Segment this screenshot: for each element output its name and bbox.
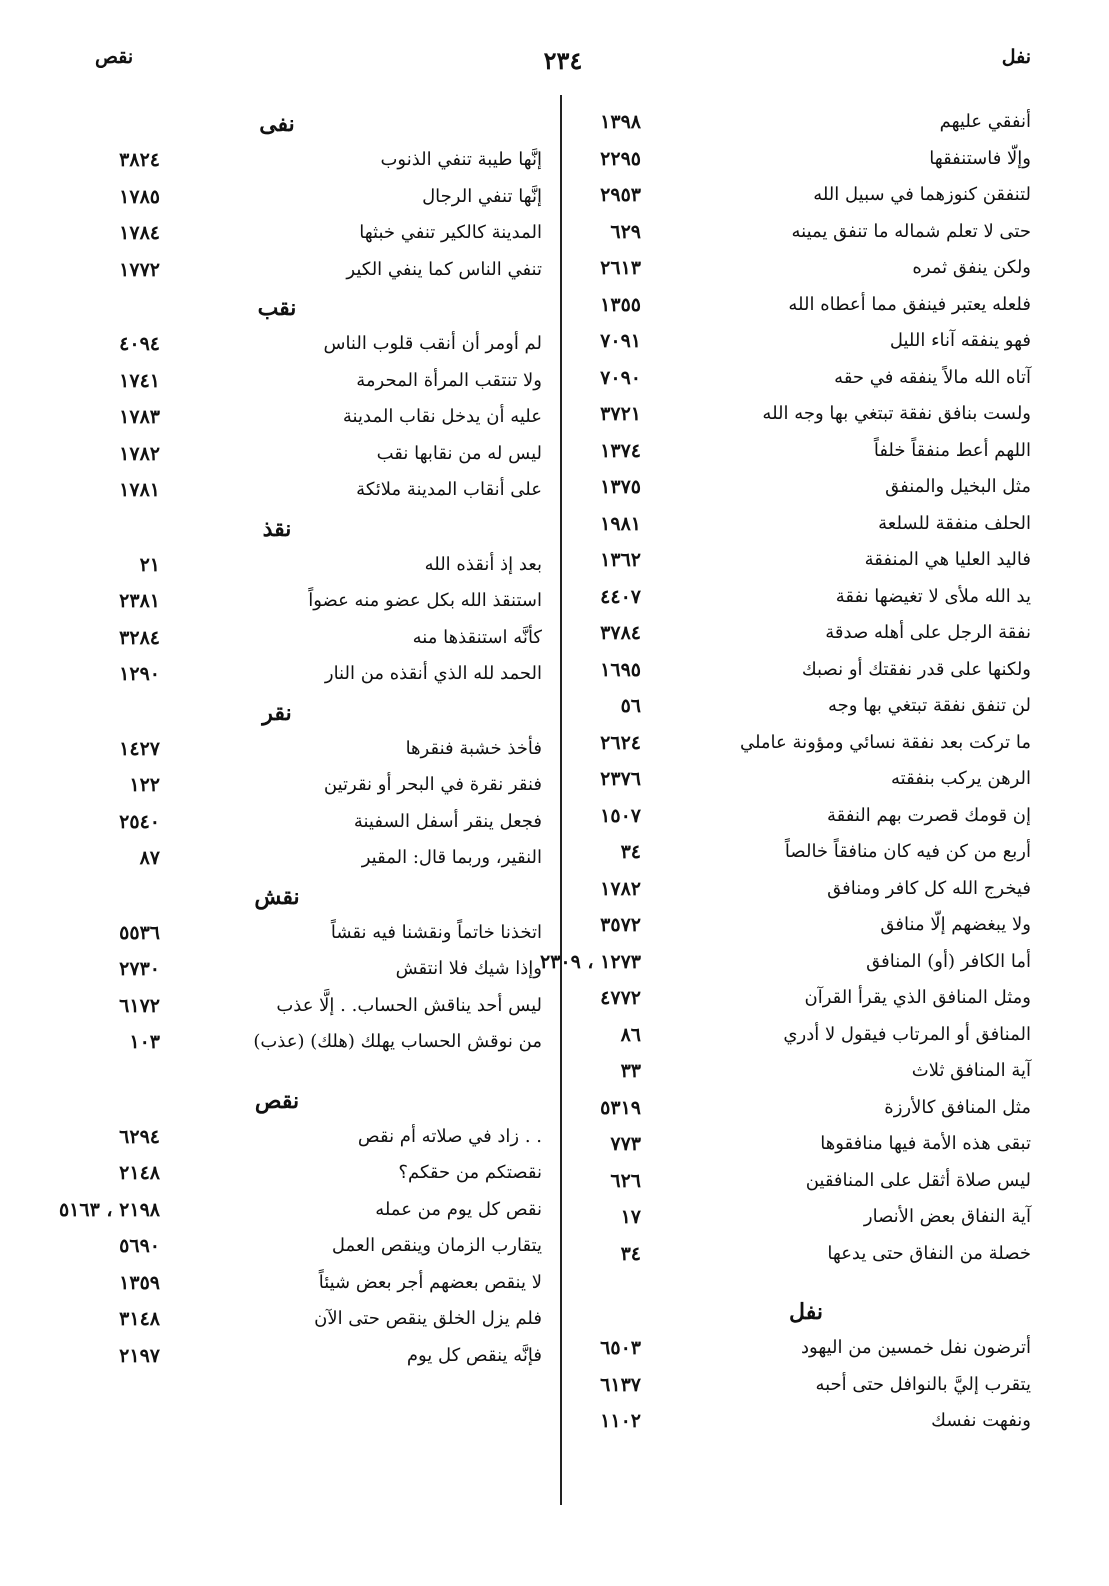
entry-hadith-number: ٤٤٠٧	[600, 585, 641, 608]
index-entry	[539, 945, 1031, 982]
index-entry	[581, 799, 1031, 836]
entry-phrase: ومثل المنافق الذي يقرأ القرآن	[804, 987, 1031, 1008]
index-entry	[92, 216, 542, 253]
index-entry	[92, 1156, 542, 1193]
entry-phrase: أما الكافر (أو) المنافق	[866, 950, 1031, 972]
entry-hadith-number: ٢٧٣٠	[119, 958, 160, 980]
entry-hadith-number: ٢١٩٧	[119, 1344, 160, 1367]
entry-hadith-number: ٦٥٠٣	[600, 1337, 641, 1359]
entry-hadith-number: ٦٢٩٤	[119, 1125, 160, 1148]
index-entry	[581, 507, 1031, 544]
entry-hadith-number: ٦٢٩	[610, 220, 641, 243]
index-entry	[581, 543, 1031, 580]
entry-phrase: ولا يبغضهم إلّا منافق	[880, 914, 1031, 935]
index-entry	[92, 1339, 542, 1376]
entry-phrase: خصلة من النفاق حتى يدعها	[827, 1242, 1031, 1264]
entry-phrase: فنقر نقرة في البحر أو نقرتين	[323, 774, 542, 795]
entry-phrase: ليس له من نقابها نقب	[376, 442, 542, 464]
root-heading	[92, 1082, 542, 1120]
entry-phrase: فاليد العليا هي المنفقة	[864, 549, 1031, 570]
entry-hadith-number: ١٠٣	[129, 1031, 160, 1053]
entry-phrase: اتخذنا خاتماً ونقشنا فيه نقشاً	[330, 921, 542, 943]
entry-phrase: على أنقاب المدينة ملائكة	[356, 479, 542, 500]
entry-phrase: فيخرج الله كل كافر ومنافق	[827, 877, 1031, 899]
entry-hadith-number: ١٧٨٥	[119, 185, 160, 208]
entry-hadith-number: ٢٦١٣	[600, 257, 641, 279]
index-entry	[92, 548, 542, 585]
entry-phrase: ولست بنافق نفقة تبتغي بها وجه الله	[762, 403, 1031, 424]
entry-hadith-number: ٢٥٤٠	[119, 810, 160, 833]
index-entry	[581, 434, 1031, 471]
root-heading-text: نفى	[259, 111, 295, 137]
index-entry	[581, 1368, 1031, 1405]
entry-hadith-number: ٣٥٧٢	[600, 914, 641, 936]
entry-hadith-number: ٢١	[139, 553, 160, 576]
entry-hadith-number: ٥٣١٩	[600, 1096, 641, 1119]
index-entry	[92, 400, 542, 437]
entry-hadith-number: ٧٧٣	[610, 1133, 641, 1155]
entry-hadith-number: ١٥٠٧	[600, 804, 641, 827]
entry-phrase: الحمد لله الذي أنقذه من النار	[324, 663, 542, 684]
entry-phrase: تنفي الناس كما ينفي الكير	[346, 258, 542, 280]
entry-phrase: ليس أحد يناقش الحساب. . إلَّا عذب	[276, 994, 542, 1016]
entry-hadith-number: ١٢٧٣ ، ٢٣٠٩	[539, 950, 641, 973]
index-entry	[581, 361, 1031, 398]
header-right-keyword: نفل	[1001, 46, 1031, 68]
entry-hadith-number: ١٧٨٢	[600, 877, 641, 900]
entry-phrase: يتقارب الزمان وينقص العمل	[331, 1235, 542, 1256]
index-entry	[92, 1025, 542, 1062]
index-entry	[581, 1054, 1031, 1091]
index-entry	[92, 327, 542, 364]
entry-hadith-number: ٥٥٣٦	[119, 921, 160, 944]
entry-hadith-number: ٣١٤٨	[119, 1308, 160, 1330]
column-divider	[560, 95, 562, 1505]
entry-phrase: لن تنفق نفقة تبتغي بها وجه	[827, 695, 1031, 716]
entry-hadith-number: ١٦٩٥	[600, 658, 641, 681]
index-entry	[581, 470, 1031, 507]
entry-hadith-number: ٢٣٨١	[119, 590, 160, 612]
entry-phrase: يتقرب إليَّ بالنوافل حتى أحبه	[815, 1373, 1031, 1395]
entry-hadith-number: ٢١٩٨ ، ٥١٦٣	[58, 1198, 160, 1221]
entry-phrase: آية النفاق بعض الأنصار	[863, 1206, 1031, 1227]
root-heading	[92, 878, 542, 916]
entry-phrase: فأخذ خشبة فنقرها	[405, 737, 542, 759]
index-entry	[92, 180, 542, 217]
page-number: ٢٣٤	[543, 46, 583, 75]
root-heading-text: نقذ	[262, 515, 292, 542]
entry-hadith-number: ٢١٤٨	[119, 1162, 160, 1184]
entry-phrase: وإلّا فاستنفقها	[929, 147, 1031, 169]
page-header	[95, 46, 1031, 86]
entry-hadith-number: ٧٠٩١	[600, 330, 641, 352]
index-entry	[92, 952, 542, 989]
entry-phrase: فهو ينفقه آناء الليل	[889, 330, 1031, 351]
entry-hadith-number: ١٢٩٠	[119, 663, 160, 685]
entry-hadith-number: ١٢٢	[129, 774, 160, 796]
index-entry	[92, 1302, 542, 1339]
entry-hadith-number: ٥٦٩٠	[119, 1235, 160, 1257]
index-entry	[581, 288, 1031, 325]
entry-hadith-number: ٤٠٩٤	[119, 333, 160, 355]
entry-phrase: أنفقي عليهم	[939, 111, 1031, 132]
entry-hadith-number: ٣٤	[620, 841, 641, 863]
entry-hadith-number: ٢٢٩٥	[600, 147, 641, 170]
entry-phrase: ليس صلاة أثقل على المنافقين	[805, 1169, 1031, 1191]
entry-hadith-number: ١٣٥٩	[119, 1271, 160, 1294]
index-entry	[92, 143, 542, 180]
entry-phrase: مثل البخيل والمنفق	[885, 476, 1031, 497]
index-entry	[92, 437, 542, 474]
root-heading	[581, 1293, 1031, 1331]
index-entry	[92, 1120, 542, 1157]
entry-phrase: مثل المنافق كالأرزة	[884, 1096, 1031, 1118]
entry-hadith-number: ١٧	[620, 1206, 641, 1228]
section-spacer	[581, 1273, 1031, 1293]
entry-hadith-number: ١٩٨١	[600, 512, 641, 535]
entry-hadith-number: ١٣٥٥	[600, 293, 641, 316]
entry-hadith-number: ١١٠٢	[600, 1410, 641, 1432]
entry-hadith-number: ٦١٧٢	[119, 994, 160, 1017]
entry-phrase: إنَّها تنفي الرجال	[422, 185, 542, 207]
root-heading	[92, 289, 542, 327]
entry-phrase: المدينة كالكير تنفي خبثها	[359, 222, 542, 243]
entry-phrase: نفقة الرجل على أهله صدقة	[825, 622, 1031, 643]
entry-hadith-number: ١٣٧٥	[600, 476, 641, 498]
index-entry	[92, 621, 542, 658]
index-entry	[581, 689, 1031, 726]
root-heading	[92, 105, 542, 143]
section-spacer	[92, 1062, 542, 1082]
entry-phrase: ما تركت بعد نفقة نسائي ومؤونة عاملي	[739, 731, 1031, 753]
index-entry	[92, 768, 542, 805]
right-column	[539, 105, 1031, 1441]
index-entry	[581, 872, 1031, 909]
entry-phrase: حتى لا تعلم شماله ما تنفق يمينه	[791, 220, 1031, 242]
index-entry	[92, 473, 542, 510]
root-heading-text: نفل	[789, 1299, 823, 1325]
entry-hadith-number: ٣٨٢٤	[119, 149, 160, 171]
index-entry	[581, 105, 1031, 142]
root-heading-text: نقش	[254, 883, 300, 910]
index-entry	[581, 178, 1031, 215]
index-entry	[581, 1237, 1031, 1274]
index-entry	[92, 584, 542, 621]
entry-hadith-number: ١٣٩٨	[600, 111, 641, 133]
entry-phrase: تبقى هذه الأمة فيها منافقوها	[820, 1133, 1031, 1154]
entry-phrase: أترضون نفل خمسين من اليهود	[801, 1337, 1031, 1358]
entry-phrase: من نوقش الحساب يهلك (هلك) (عذب)	[253, 1031, 542, 1052]
entry-phrase: الرهن يركب بنفقته	[891, 768, 1031, 789]
index-entry	[581, 215, 1031, 252]
index-entry	[581, 324, 1031, 361]
entry-hadith-number: ١٣٦٢	[600, 549, 641, 571]
entry-phrase: كأنَّه استنقذها منه	[412, 626, 542, 648]
entry-hadith-number: ٢٣٧٦	[600, 768, 641, 790]
index-entry	[581, 251, 1031, 288]
entry-hadith-number: ١٧٨١	[119, 479, 160, 501]
entry-hadith-number: ١٧٧٢	[119, 258, 160, 281]
index-entry	[92, 805, 542, 842]
entry-hadith-number: ٣٧٨٤	[600, 622, 641, 644]
entry-hadith-number: ٤٧٧٢	[600, 987, 641, 1009]
entry-hadith-number: ٨٦	[620, 1023, 641, 1046]
entry-phrase: فلم يزل الخلق ينقص حتى الآن	[314, 1308, 542, 1329]
index-entry	[581, 397, 1031, 434]
entry-hadith-number: ١٤٢٧	[119, 737, 160, 760]
index-entry	[92, 1229, 542, 1266]
entry-hadith-number: ٣٢٨٤	[119, 626, 160, 649]
index-entry	[581, 1200, 1031, 1237]
entry-phrase: ولكنها على قدر نفقتك أو نصبك	[801, 658, 1031, 680]
entry-phrase: الحلف منفقة للسلعة	[878, 512, 1031, 534]
entry-phrase: إنَّها طيبة تنفي الذنوب	[380, 149, 542, 170]
index-entry	[581, 616, 1031, 653]
index-entry	[581, 981, 1031, 1018]
index-entry	[581, 762, 1031, 799]
entry-hadith-number: ٨٧	[139, 847, 160, 869]
root-heading	[92, 694, 542, 732]
entry-hadith-number: ٦١٣٧	[600, 1373, 641, 1396]
entry-phrase: بعد إذ أنقذه الله	[424, 553, 542, 575]
entry-phrase: وإذا شيك فلا انتقش	[395, 958, 542, 979]
entry-phrase: نقص كل يوم من عمله	[375, 1198, 542, 1220]
entry-phrase: النقير، وربما قال: المقير	[361, 847, 542, 868]
index-entry	[581, 1091, 1031, 1128]
entry-phrase: لتنفقن كنوزهما في سبيل الله	[813, 184, 1031, 205]
index-entry	[581, 1018, 1031, 1055]
index-entry	[92, 364, 542, 401]
index-entry	[581, 835, 1031, 872]
entry-hadith-number: ١٧٤١	[119, 369, 160, 392]
index-entry	[92, 732, 542, 769]
entry-hadith-number: ١٣٧٤	[600, 439, 641, 462]
entry-hadith-number: ٦٢٦	[610, 1169, 641, 1192]
index-entry	[581, 1164, 1031, 1201]
entry-phrase: لم أومر أن أنقب قلوب الناس	[323, 333, 542, 354]
entry-phrase: عليه أن يدخل نقاب المدينة	[342, 406, 542, 427]
entry-phrase: لا ينقص بعضهم أجر بعض شيئاً	[318, 1271, 542, 1293]
entry-phrase: آية المنافق ثلاث	[911, 1060, 1031, 1081]
index-entry	[92, 657, 542, 694]
root-heading-text: نقر	[262, 699, 292, 726]
index-entry	[581, 1331, 1031, 1368]
root-heading	[92, 510, 542, 548]
entry-phrase: اللهم أعط منفقاً خلفاً	[873, 439, 1031, 461]
entry-hadith-number: ١٧٨٢	[119, 442, 160, 465]
entry-phrase: ولكن ينفق ثمره	[912, 257, 1031, 278]
index-entry	[581, 726, 1031, 763]
entry-phrase: ونفهت نفسك	[931, 1410, 1031, 1431]
entry-phrase: يد الله ملأى لا تغيضها نفقة	[835, 585, 1031, 607]
index-entry	[58, 1193, 542, 1230]
root-heading-text: نقص	[254, 1087, 300, 1114]
entry-phrase: المنافق أو المرتاب فيقول لا أدري	[783, 1023, 1031, 1045]
entry-phrase: نقصتكم من حقكم؟	[398, 1162, 542, 1183]
entry-phrase: فجعل ينقر أسفل السفينة	[353, 810, 542, 832]
entry-hadith-number: ١٧٨٣	[119, 406, 160, 428]
index-entry	[581, 1127, 1031, 1164]
index-entry	[92, 916, 542, 953]
index-entry	[92, 989, 542, 1026]
entry-phrase: فإنَّه ينقص كل يوم	[406, 1344, 542, 1366]
entry-phrase: فلعله يعتبر فينفق مما أعطاه الله	[788, 293, 1031, 315]
entry-hadith-number: ٧٠٩٠	[600, 366, 641, 389]
entry-hadith-number: ٥٦	[620, 695, 641, 717]
entry-hadith-number: ٣٧٢١	[600, 403, 641, 425]
entry-hadith-number: ٢٩٥٣	[600, 184, 641, 206]
entry-hadith-number: ٣٤	[620, 1242, 641, 1265]
index-entry	[581, 653, 1031, 690]
entry-phrase: إن قومك قصرت بهم النفقة	[827, 804, 1031, 826]
index-entry	[92, 841, 542, 878]
index-entry	[581, 908, 1031, 945]
index-entry	[581, 1404, 1031, 1441]
entry-phrase: . . زاد في صلاته أم نقص	[357, 1125, 542, 1147]
entry-phrase: آتاه الله مالاً ينفقه في حقه	[834, 366, 1031, 388]
entry-phrase: أربع من كن فيه كان منافقاً خالصاً	[784, 841, 1031, 862]
index-entry	[92, 1266, 542, 1303]
entry-phrase: استنقذ الله بكل عضو منه عضواً	[308, 590, 542, 611]
header-left-keyword: نقص	[95, 46, 134, 68]
root-heading-text: نقب	[257, 295, 297, 321]
entry-phrase: ولا تنتقب المرأة المحرمة	[356, 369, 542, 391]
index-entry	[92, 253, 542, 290]
entry-hadith-number: ٣٣	[620, 1060, 641, 1082]
entry-hadith-number: ٢٦٢٤	[600, 731, 641, 754]
index-entry	[581, 580, 1031, 617]
index-entry	[581, 142, 1031, 179]
entry-hadith-number: ١٧٨٤	[119, 222, 160, 244]
left-column	[58, 105, 542, 1375]
